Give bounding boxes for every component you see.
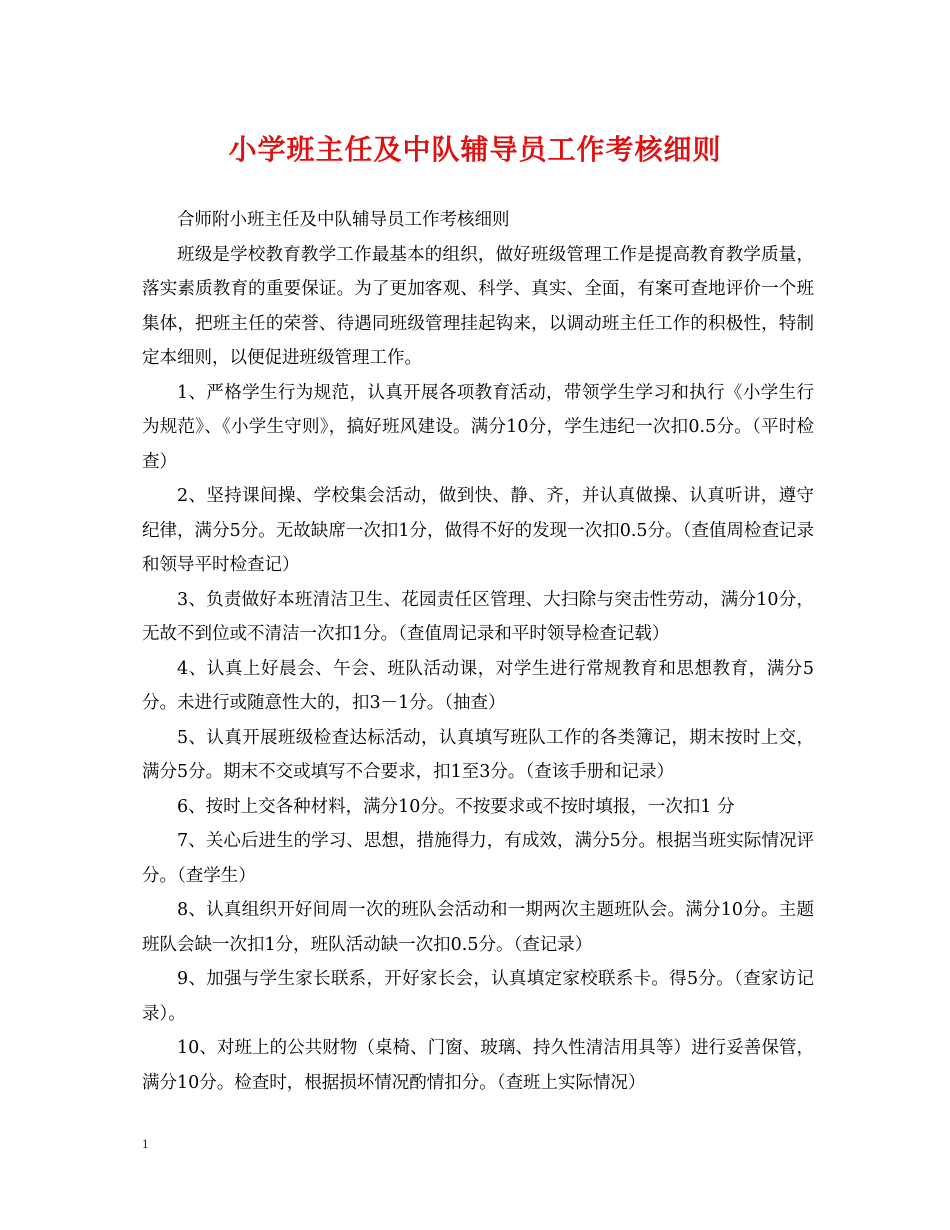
paragraph-item-3: 3、负责做好本班清洁卫生、花园责任区管理、大扫除与突击性劳动，满分10分，无故不到位或不清洁一次扣1分。（查值周记录和平时领导检查记载） [142, 589, 814, 644]
paragraph-item-9: 9、加强与学生家长联系，开好家长会，认真填定家校联系卡。得5分。（查家访记录）。 [142, 969, 814, 1024]
page-number: 1 [142, 1136, 149, 1151]
paragraph-item-1: 1、严格学生行为规范，认真开展各项教育活动，带领学生学习和执行《小学生行为规范》、《小学生守则》，搞好班风建设。满分10分，学生违纪一次扣0.5分。（平时检查） [142, 382, 814, 472]
paragraph-item-7: 7、关心后进生的学习、思想，措施得力，有成效，满分5分。根据当班实际情况评分。（查学生） [142, 831, 814, 886]
document-title: 小学班主任及中队辅导员工作考核细则 [228, 133, 722, 166]
paragraph-item-8: 8、认真组织开好间周一次的班队会活动和一期两次主题班队会。满分10分。主题班队会缺一次扣1分，班队活动缺一次扣0.5分。（查记录） [142, 900, 814, 955]
paragraph-item-2: 2、坚持课间操、学校集会活动，做到快、静、齐，并认真做操、认真听讲，遵守纪律，满分5分。无故缺席一次扣1分，做得不好的发现一次扣0.5分。（查值周检查记录和领导平时检查记） [142, 486, 814, 575]
document-body [142, 203, 814, 1100]
paragraph-item-4: 4、认真上好晨会、午会、班队活动课，对学生进行常规教育和思想教育，满分5分。未进行或随意性大的，扣3－1分。（抽查） [142, 658, 814, 713]
paragraph-item-6: 6、按时上交各种材料，满分10分。不按要求或不按时填报，一次扣1 分 [177, 796, 735, 817]
paragraph-item-10: 10、对班上的公共财物（桌椅、门窗、玻璃、持久性清洁用具等）进行妥善保管，满分10分。检查时，根据损坏情况酌情扣分。（查班上实际情况） [142, 1038, 814, 1093]
paragraph-item-5: 5、认真开展班级检查达标活动，认真填写班队工作的各类簿记，期末按时上交，满分5分。期末不交或填写不合要求，扣1至3分。（查该手册和记录） [142, 727, 814, 782]
paragraph-intro: 班级是学校教育教学工作最基本的组织，做好班级管理工作是提高教育教学质量，落实素质教育的重要保证。为了更加客观、科学、真实、全面，有案可查地评价一个班集体，把班主任的荣誉、待遇同班级管理挂起钩来，以调动班主任工作的积极性，特制定本细则，以便促进班级管理工作。 [142, 244, 814, 368]
paragraph-subtitle: 合师附小班主任及中队辅导员工作考核细则 [177, 210, 510, 230]
